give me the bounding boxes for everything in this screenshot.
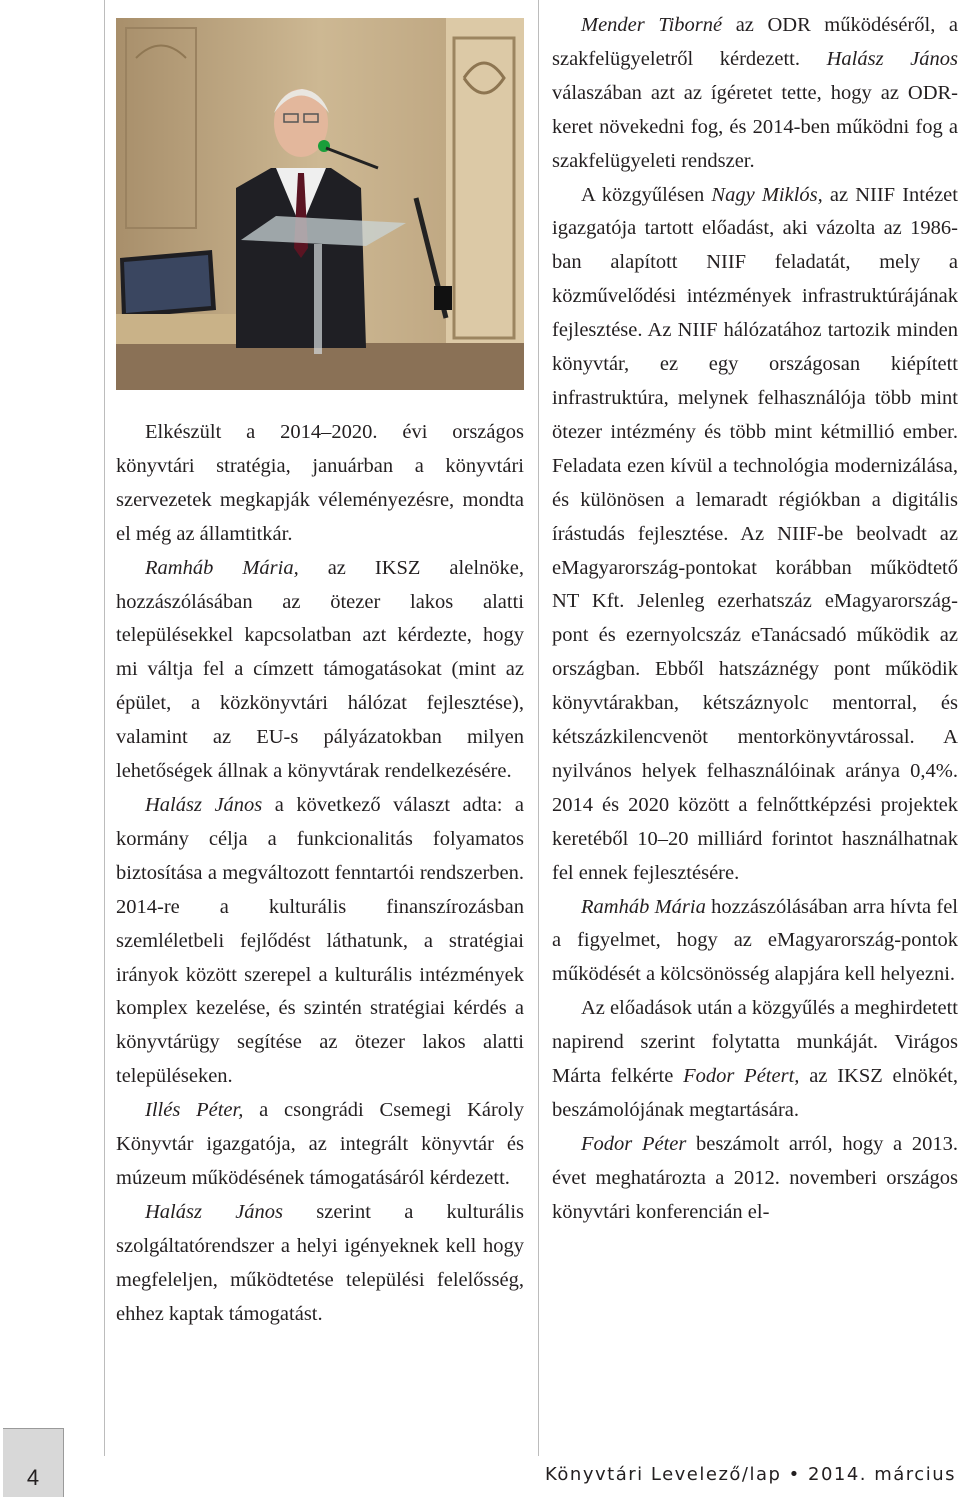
text-run: Elkészült a 2014–2020. évi országos könyvtári stratégia, januárban a könyvtári szervezetek megkapják véleményezésre, mondta el még az államtitkár.	[116, 421, 524, 545]
text-run: a csongrádi Csemegi Károly Könyvtár igazgatója, az integrált könyvtár és múzeum működésének támogatásáról kérdezett.	[116, 1099, 524, 1189]
paragraph	[552, 179, 958, 891]
text-run: az IKSZ elnökét, beszámolójának megtartására.	[552, 1065, 959, 1121]
text-run: Az előadások után a közgyűlés a meghirdetett napirend szerint folytatta munkáját. Virágos Márta felkérte	[552, 997, 958, 1088]
page-number: 4	[26, 1465, 40, 1490]
paragraph	[116, 416, 524, 552]
speaker-photo	[116, 18, 524, 390]
person-name: Halász János	[145, 1200, 284, 1223]
left-column	[116, 416, 524, 1331]
text-run: A közgyűlésen	[581, 183, 712, 206]
person-name: Halász János	[145, 793, 263, 816]
person-name: Ramháb Mária	[581, 895, 706, 918]
paragraph	[552, 1128, 958, 1230]
left-column-rule	[104, 0, 105, 1456]
text-run: az NIIF Intézet igazgatója tartott előadást, aki vázolta az 1986-ban alapított NIIF feladatát, mely a közművelődési intézmények infrastruktúrájának fejlesztése. Az NIIF hálózatához tartozik minden könyvtár, ez egy országosan kiépített infrastruktúra, melynek felhasználója több mint ötezer intézmény és több mint kétmillió ember. Feladata ezen kívül a technológia modernizálása, és különösen a lemaradt régiókban a digitális írástudás fejlesztése. Az NIIF-be beolvadt az eMagyarország-pontokat korábban működtető NT Kft. Jelenleg ezerhatszáz eMagyarország-pont és ezernyolcszáz eTanácsadó működik az országban. Ebből hatszáznégy pont működik könyvtárakban, kétszáznyolc mentorral, és kétszázkilencvenöt mentorkönyvtárossal. A nyilvános helyek felhasználóinak aránya 0,4%. 2014 és 2020 között a felnőttképzési projektek keretéből 10–20 milliárd forintot használhatnak fel ennek fejlesztésére.	[552, 183, 958, 884]
person-name: Halász János	[826, 47, 958, 70]
paragraph	[116, 789, 524, 1094]
person-name: Fodor Pétert,	[683, 1065, 800, 1088]
text-run: a következő választ adta: a kormány célja a funkcionalitás folyamatos biztosítása a megváltozott fenntartói rendszerben. 2014-re a kulturális finanszírozásban szemléletbeli fejlődést láthatunk, a stratégiai irányok között szerepel a kulturális intézmények komplex kezelése, és szintén stratégiai kérdés a könyvtárügy segítése az ötezer lakos alatti településeken.	[116, 793, 524, 1088]
person-name: Illés Péter,	[145, 1099, 244, 1122]
page-number-box	[3, 1428, 64, 1497]
footer-journal-title: Könyvtári Levelező/lap • 2014. március	[545, 1464, 956, 1485]
paragraph	[552, 9, 958, 179]
right-column	[552, 9, 958, 1230]
text-run: az ODR működéséről, a szakfelügyeletről kérdezett.	[552, 14, 958, 70]
column-divider	[538, 0, 539, 1456]
text-run: hozzászólásában arra hívta fel a figyelmet, hogy az eMagyarország-pontok működését a kölcsönösség alapjára kell helyezni.	[552, 895, 959, 986]
text-run: válaszában azt az ígéretet tette, hogy az ODR-keret növekedni fog, és 2014-ben működni fog a szakfelügyeleti rendszer.	[552, 81, 958, 172]
paragraph	[552, 992, 958, 1128]
person-name: Ramháb Mária,	[145, 556, 299, 579]
person-name: Fodor Péter	[581, 1132, 687, 1155]
text-run: beszámolt arról, hogy a 2013. évet meghatározta a 2012. novemberi országos könyvtári konferencián el-	[552, 1132, 958, 1223]
paragraph	[116, 1196, 524, 1332]
person-name: Nagy Miklós,	[711, 183, 823, 206]
paragraph	[116, 552, 524, 789]
person-name: Mender Tiborné	[581, 14, 723, 36]
paragraph	[116, 1094, 524, 1196]
text-run: az IKSZ alelnöke, hozzászólásában az ötezer lakos alatti településekkel kapcsolatban azt kérdezte, hogy mi váltja fel a címzett támogatásokat (mint az épület, a közkönyvtári hálózat fejlesztése), valamint az EU-s pályázatokban milyen lehetőségek állnak a könyvtárak rendelkezésére.	[116, 556, 524, 783]
text-run: szerint a kulturális szolgáltatórendszer a helyi igényeknek kell hogy megfeleljen, működtetése települési felelősség, ehhez kaptak támogatást.	[116, 1200, 524, 1325]
paragraph	[552, 891, 958, 993]
